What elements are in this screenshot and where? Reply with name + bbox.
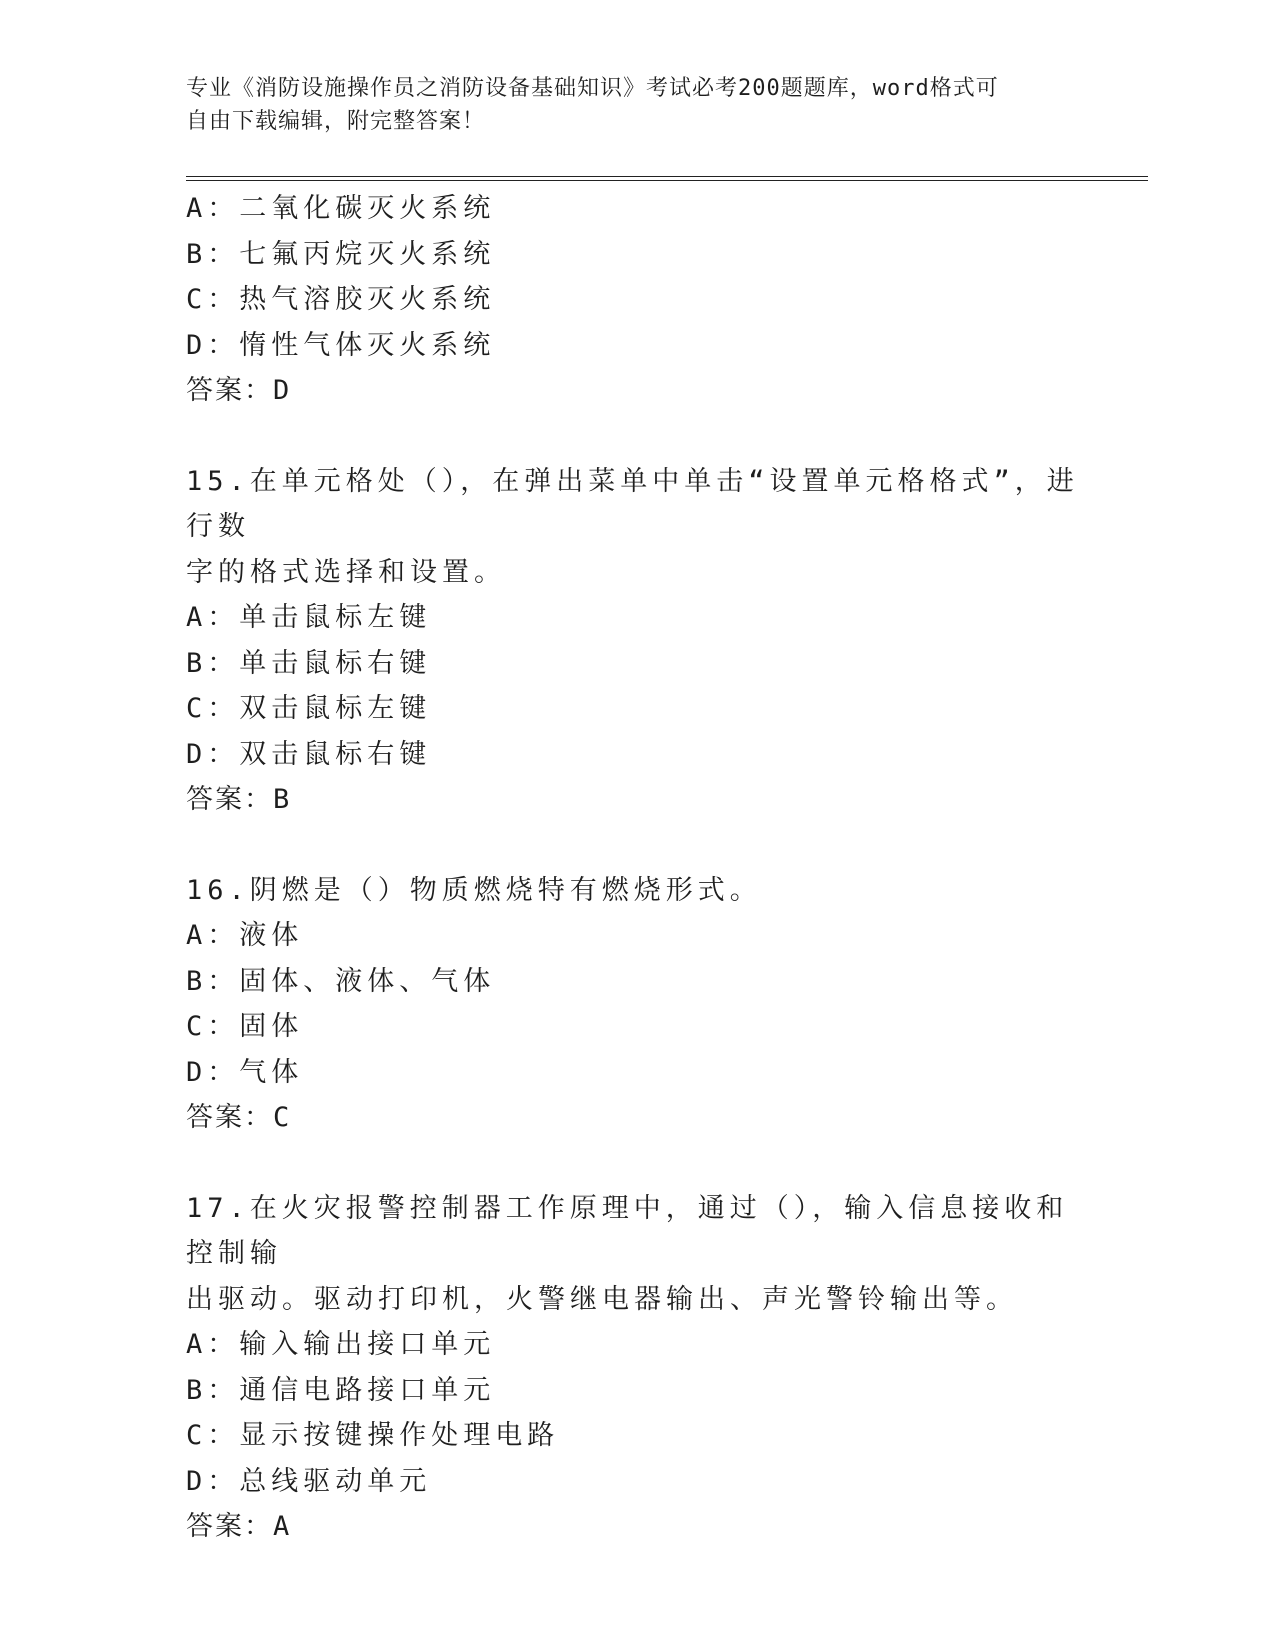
header-divider [186,176,1148,181]
option-d: D：双击鼠标右键 [186,738,432,770]
option-a: A：单击鼠标左键 [186,602,432,633]
question-14-continued [186,186,1086,414]
question-text-line: 字的格式选择和设置。 [186,556,506,588]
option-a: A：输入输出接口单元 [186,1329,496,1360]
option-b: B：七氟丙烷灭火系统 [186,238,496,270]
question-15 [186,459,1086,823]
question-text-line: 16.阴燃是（）物质燃烧特有燃烧形式。 [186,874,762,906]
document-header [186,72,1086,138]
header-line-2: 自由下载编辑，附完整答案！ [186,109,486,134]
question-text-line: 15.在单元格处（），在弹出菜单中单击“设置单元格格式”，进行数 [186,465,1079,542]
question-16 [186,868,1086,1141]
option-a: A：液体 [186,920,304,951]
question-text-line: 17.在火灾报警控制器工作原理中，通过（），输入信息接收和控制输 [186,1192,1069,1269]
option-d: D：气体 [186,1056,304,1088]
option-a: A：二氧化碳灭火系统 [186,193,496,224]
option-c: C：双击鼠标左键 [186,693,432,724]
answer-line: 答案：C [186,1102,292,1133]
answer-line: 答案：D [186,375,292,406]
question-text-line: 出驱动。驱动打印机，火警继电器输出、声光警铃输出等。 [186,1283,1018,1315]
option-b: B：固体、液体、气体 [186,965,496,997]
option-d: D：总线驱动单元 [186,1465,432,1497]
question-17 [186,1186,1086,1550]
option-c: C：热气溶胶灭火系统 [186,284,496,315]
option-c: C：显示按键操作处理电路 [186,1420,560,1451]
option-b: B：通信电路接口单元 [186,1374,496,1406]
answer-line: 答案：A [186,1511,292,1542]
answer-line: 答案：B [186,784,292,815]
question-list [186,186,1086,1550]
header-line-1: 专业《消防设施操作员之消防设备基础知识》考试必考200题题库，word格式可 [186,76,999,101]
option-c: C：固体 [186,1011,304,1042]
option-b: B：单击鼠标右键 [186,647,432,679]
option-d: D：惰性气体灭火系统 [186,329,496,361]
